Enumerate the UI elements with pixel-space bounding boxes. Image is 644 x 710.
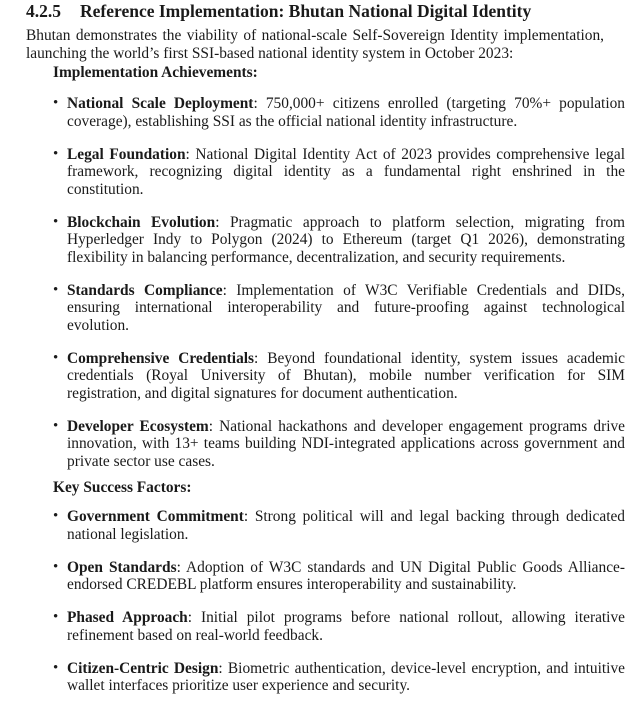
item-text: : National hackathons and developer engagement programs drive innovation, with 13+ teams building NDI-integrated applications across government and private sector use cases. xyxy=(67,417,625,470)
item-text: : Biometric authentication, device-level encryption, and intuitive wallet interfaces prioritize user experience and security. xyxy=(67,659,625,695)
list-item xyxy=(53,660,625,695)
list-item xyxy=(53,95,625,130)
bullet-icon: • xyxy=(53,95,59,111)
section-heading xyxy=(26,1,531,22)
bullet-icon: • xyxy=(53,659,59,676)
section-title: Reference Implementation: Bhutan National Digital Identity xyxy=(80,1,532,21)
item-text: : National Digital Identity Act of 2023 provides comprehensive legal framework, recognizing digital identity as a fundamental right enshrined in the constitution. xyxy=(67,145,625,198)
list-item xyxy=(53,146,625,199)
bullet-icon: • xyxy=(53,609,59,626)
list-item xyxy=(53,418,625,471)
success-factors-list xyxy=(53,508,625,710)
bullet-icon: • xyxy=(53,508,59,524)
item-term: Standards Compliance xyxy=(67,281,223,299)
item-term: Developer Ecosystem xyxy=(67,417,209,435)
item-term: Legal Foundation xyxy=(67,145,186,163)
item-text: : Adoption of W3C standards and UN Digital Public Goods Alliance-endorsed CREDEBL platform ensures interoperability and sustainability. xyxy=(67,558,625,594)
item-text: : Beyond foundational identity, system issues academic credentials (Royal University of Bhutan), mobile number verification for SIM registration, and digital signatures for document authentication. xyxy=(67,349,625,402)
achievements-heading: Implementation Achievements: xyxy=(53,64,258,81)
bullet-icon: • xyxy=(53,349,59,366)
success-factors-heading: Key Success Factors: xyxy=(53,479,192,496)
achievements-list xyxy=(53,95,625,486)
bullet-icon: • xyxy=(53,213,59,230)
item-term: Citizen-Centric Design xyxy=(67,659,219,677)
bullet-icon: • xyxy=(53,145,59,162)
bullet-icon: • xyxy=(53,281,59,298)
list-item xyxy=(53,350,625,403)
intro-paragraph: Bhutan demonstrates the viability of national-scale Self-Sovereign Identity implementation, launching the world’s first SSI-based national identity system in October 2023: xyxy=(26,27,604,62)
list-item xyxy=(53,609,625,644)
bullet-icon: • xyxy=(53,417,59,434)
item-term: Phased Approach xyxy=(67,609,188,627)
list-item xyxy=(53,282,625,335)
item-term: Government Commitment xyxy=(67,508,244,525)
item-text: : 750,000+ citizens enrolled (targeting 70%+ population coverage), establishing SSI as the official national identity infrastructure. xyxy=(67,95,625,130)
item-term: Blockchain Evolution xyxy=(67,213,216,231)
item-text: : Strong political will and legal backing through dedicated national legislation. xyxy=(67,508,626,543)
item-text: : Implementation of W3C Verifiable Credentials and DIDs, ensuring international interoperability and future-proofing against technological evolution. xyxy=(67,281,625,334)
bullet-icon: • xyxy=(53,558,59,575)
list-item xyxy=(53,508,625,543)
list-item xyxy=(53,214,625,267)
item-term: Open Standards xyxy=(67,558,177,576)
item-term: Comprehensive Credentials xyxy=(67,349,255,367)
section-number: 4.2.5 xyxy=(26,1,61,21)
item-text: : Initial pilot programs before national rollout, allowing iterative refinement based on real-world feedback. xyxy=(67,609,625,644)
item-term: National Scale Deployment xyxy=(67,95,254,112)
list-item xyxy=(53,559,625,594)
item-text: : Pragmatic approach to platform selection, migrating from Hyperledger Indy to Polygon (2024) to Ethereum (target Q1 2026), demonstrating flexibility in balancing performance, decentralization, and security requirements. xyxy=(67,213,626,266)
